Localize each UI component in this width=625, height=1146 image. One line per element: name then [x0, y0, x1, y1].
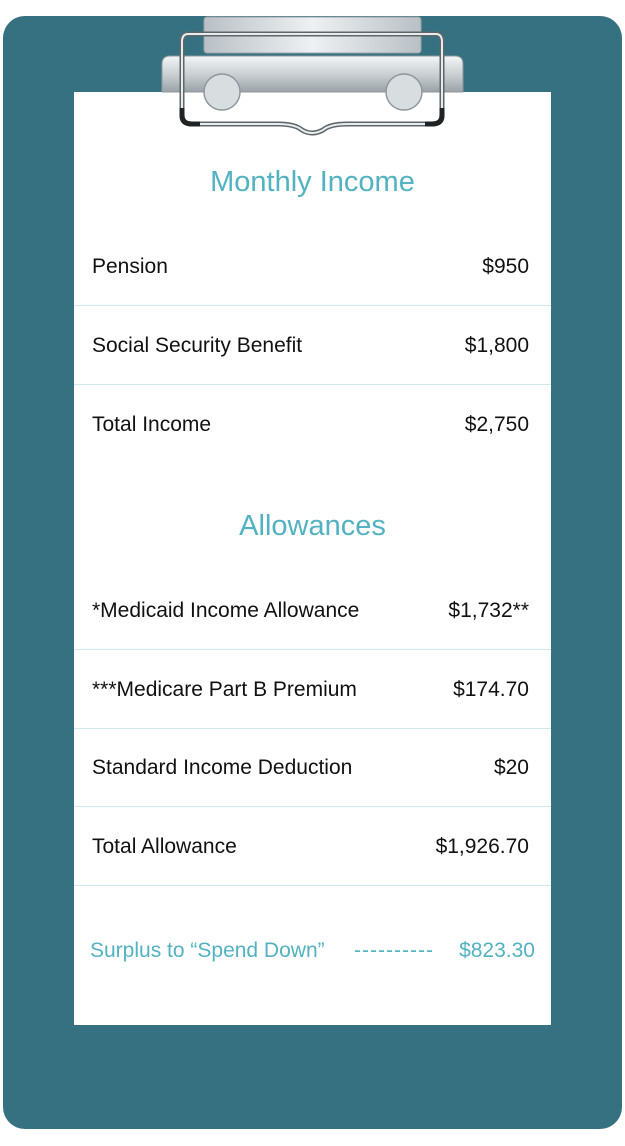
row-value: $950	[482, 255, 529, 278]
allowance-row-medicaid	[74, 571, 551, 650]
row-value: $1,926.70	[435, 835, 529, 858]
allowances-title: Allowances	[239, 510, 386, 542]
income-row-total	[74, 385, 551, 464]
surplus-label: Surplus to “Spend Down”	[90, 939, 325, 962]
row-value: $1,732**	[448, 599, 529, 622]
row-label: ***Medicare Part B Premium	[92, 678, 357, 701]
allowance-row-total	[74, 807, 551, 886]
row-value: $2,750	[464, 413, 529, 436]
surplus-line	[90, 926, 535, 976]
monthly-income-title: Monthly Income	[210, 166, 415, 198]
allowance-row-medicare	[74, 650, 551, 729]
row-label: Total Allowance	[92, 835, 237, 858]
income-row-pension	[74, 227, 551, 306]
clipboard-paper	[74, 92, 551, 1025]
surplus-value: $823.30	[459, 939, 535, 962]
row-label: Pension	[92, 255, 168, 278]
clipboard-clip-icon	[160, 16, 465, 144]
income-row-social-security	[74, 306, 551, 385]
row-value: $1,800	[464, 334, 529, 357]
allowance-row-standard-deduction	[74, 728, 551, 807]
row-value: $20	[493, 756, 529, 779]
row-label: Standard Income Deduction	[92, 756, 353, 779]
surplus-dashes: ----------	[354, 939, 434, 962]
row-label: Total Income	[92, 413, 212, 436]
row-label: Social Security Benefit	[92, 334, 303, 357]
row-value: $174.70	[453, 678, 529, 701]
row-label: *Medicaid Income Allowance	[92, 599, 360, 622]
